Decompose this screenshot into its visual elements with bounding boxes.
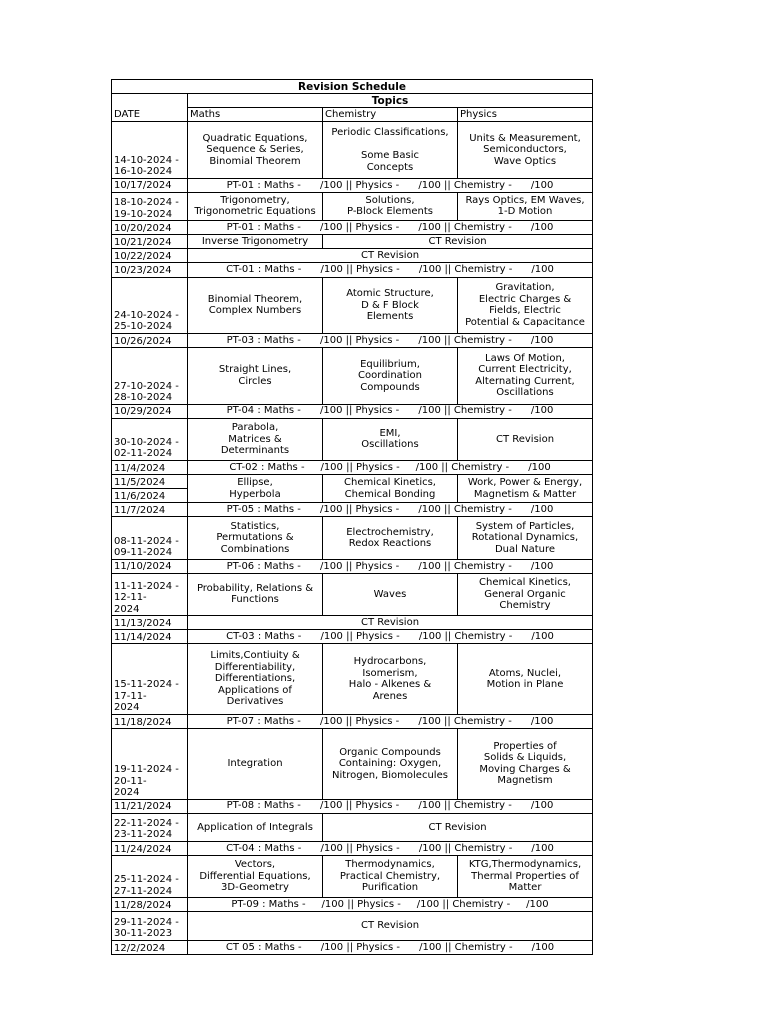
maths-topic-cell: Statistics, Permutations & Combinations [188, 517, 323, 559]
schedule-row [112, 517, 593, 559]
schedule-row [112, 404, 593, 418]
date-cell: 10/22/2024 [112, 249, 188, 263]
maths-topic-cell: Application of Integrals [188, 813, 323, 841]
schedule-row [112, 178, 593, 192]
physics-topic-cell: KTG,Thermodynamics, Thermal Properties of Matter [458, 856, 593, 898]
physics-topic-cell: CT Revision [458, 418, 593, 460]
physics-topic-cell: Atoms, Nuclei, Motion in Plane [458, 644, 593, 715]
schedule-row [112, 856, 593, 898]
maths-topic-cell: Parabola, Matrices & Determinants [188, 418, 323, 460]
schedule-row [112, 333, 593, 347]
schedule-row [112, 235, 593, 249]
schedule-row [112, 729, 593, 800]
schedule-row [112, 221, 593, 235]
date-cell: 24-10-2024 - 25-10-2024 [112, 277, 188, 333]
topics-header-row [112, 94, 593, 108]
date-cell: 11/10/2024 [112, 559, 188, 573]
date-column-header: DATE [112, 108, 188, 122]
date-cell: 11/14/2024 [112, 630, 188, 644]
schedule-body [112, 80, 593, 955]
chemistry-topic-cell: Chemical Kinetics, Chemical Bonding [323, 475, 458, 503]
maths-column-header: Maths [188, 108, 323, 122]
date-cell: 19-11-2024 - 20-11- 2024 [112, 729, 188, 800]
schedule-row [112, 277, 593, 333]
schedule-row [112, 122, 593, 178]
schedule-row [112, 841, 593, 855]
maths-topic-cell: Straight Lines, Circles [188, 348, 323, 404]
date-cell: 10/23/2024 [112, 263, 188, 277]
maths-topic-cell: Binomial Theorem, Complex Numbers [188, 277, 323, 333]
schedule-row [112, 940, 593, 954]
chemistry-topic-cell: Solutions, P-Block Elements [323, 192, 458, 220]
physics-topic-cell: Rays Optics, EM Waves, 1-D Motion [458, 192, 593, 220]
date-cell: 25-11-2024 - 27-11-2024 [112, 856, 188, 898]
maths-topic-cell: Integration [188, 729, 323, 800]
test-score-cell: PT-08 : Maths - /100 || Physics - /100 || Chemistry - /100 [188, 799, 593, 813]
test-score-cell: PT-06 : Maths - /100 || Physics - /100 || Chemistry - /100 [188, 559, 593, 573]
ct-revision-cell: CT Revision [323, 813, 593, 841]
maths-topic-cell: Limits,Contiuity & Differentiability, Differentiations, Applications of Derivatives [188, 644, 323, 715]
schedule-row [112, 616, 593, 630]
maths-topic-cell: Probability, Relations & Functions [188, 573, 323, 615]
test-score-cell: PT-07 : Maths - /100 || Physics - /100 || Chemistry - /100 [188, 714, 593, 728]
schedule-row [112, 559, 593, 573]
date-cell: 11/5/2024 [112, 475, 188, 489]
date-header-spacer [112, 94, 188, 108]
chemistry-topic-cell: Hydrocarbons, Isomerism, Halo - Alkenes & Arenes [323, 644, 458, 715]
chemistry-topic-cell: Equilibrium, Coordination Compounds [323, 348, 458, 404]
ct-revision-cell: CT Revision [188, 616, 593, 630]
schedule-row [112, 348, 593, 404]
chemistry-topic-cell: Electrochemistry, Redox Reactions [323, 517, 458, 559]
schedule-row [112, 898, 593, 912]
chemistry-topic-cell: Waves [323, 573, 458, 615]
topics-header: Topics [188, 94, 593, 108]
date-cell: 11/13/2024 [112, 616, 188, 630]
schedule-row [112, 644, 593, 715]
date-cell: 11/24/2024 [112, 841, 188, 855]
schedule-row [112, 460, 593, 474]
maths-topic-cell: Quadratic Equations, Sequence & Series, Binomial Theorem [188, 122, 323, 178]
test-score-cell: CT-02 : Maths - /100 || Physics - /100 || Chemistry - /100 [188, 460, 593, 474]
title-row [112, 80, 593, 94]
ct-revision-cell: CT Revision [323, 235, 593, 249]
date-cell: 29-11-2024 - 30-11-2023 [112, 912, 188, 940]
date-cell: 10/26/2024 [112, 333, 188, 347]
maths-topic-cell: Ellipse, Hyperbola [188, 475, 323, 503]
test-score-cell: PT-03 : Maths - /100 || Physics - /100 || Chemistry - /100 [188, 333, 593, 347]
test-score-cell: CT-03 : Maths - /100 || Physics - /100 || Chemistry - /100 [188, 630, 593, 644]
test-score-cell: PT-01 : Maths - /100 || Physics - /100 || Chemistry - /100 [188, 221, 593, 235]
date-cell: 10/29/2024 [112, 404, 188, 418]
maths-topic-cell: Inverse Trigonometry [188, 235, 323, 249]
date-cell: 30-10-2024 - 02-11-2024 [112, 418, 188, 460]
chemistry-column-header: Chemistry [323, 108, 458, 122]
test-score-cell: PT-05 : Maths - /100 || Physics - /100 || Chemistry - /100 [188, 503, 593, 517]
chemistry-topic-cell: Organic Compounds Containing: Oxygen, Nitrogen, Biomolecules [323, 729, 458, 800]
date-cell: 15-11-2024 - 17-11- 2024 [112, 644, 188, 715]
date-cell: 11/28/2024 [112, 898, 188, 912]
ct-revision-cell: CT Revision [188, 912, 593, 940]
chemistry-topic-cell: EMI, Oscillations [323, 418, 458, 460]
revision-schedule-table [111, 79, 593, 955]
physics-topic-cell: Units & Measurement, Semiconductors, Wave Optics [458, 122, 593, 178]
chemistry-topic-cell: Thermodynamics, Practical Chemistry, Purification [323, 856, 458, 898]
physics-topic-cell: Gravitation, Electric Charges & Fields, Electric Potential & Capacitance [458, 277, 593, 333]
schedule-row [112, 813, 593, 841]
test-score-cell: PT-09 : Maths - /100 || Physics - /100 || Chemistry - /100 [188, 898, 593, 912]
physics-topic-cell: System of Particles, Rotational Dynamics, Dual Nature [458, 517, 593, 559]
date-cell: 18-10-2024 - 19-10-2024 [112, 192, 188, 220]
schedule-row [112, 573, 593, 615]
column-header-row [112, 108, 593, 122]
date-cell: 11/21/2024 [112, 799, 188, 813]
test-score-cell: CT-01 : Maths - /100 || Physics - /100 || Chemistry - /100 [188, 263, 593, 277]
schedule-row [112, 799, 593, 813]
schedule-row [112, 263, 593, 277]
chemistry-topic-cell: Periodic Classifications, Some Basic Concepts [323, 122, 458, 178]
schedule-row [112, 630, 593, 644]
date-cell: 11/6/2024 [112, 489, 188, 503]
maths-topic-cell: Trigonometry, Trigonometric Equations [188, 192, 323, 220]
physics-column-header: Physics [458, 108, 593, 122]
date-cell: 11/18/2024 [112, 714, 188, 728]
maths-topic-cell: Vectors, Differential Equations, 3D-Geometry [188, 856, 323, 898]
physics-topic-cell: Laws Of Motion, Current Electricity, Alternating Current, Oscillations [458, 348, 593, 404]
schedule-row [112, 503, 593, 517]
date-cell: 12/2/2024 [112, 940, 188, 954]
date-cell: 10/21/2024 [112, 235, 188, 249]
date-cell: 11/7/2024 [112, 503, 188, 517]
date-cell: 10/17/2024 [112, 178, 188, 192]
physics-topic-cell: Properties of Solids & Liquids, Moving Charges & Magnetism [458, 729, 593, 800]
date-cell: 10/20/2024 [112, 221, 188, 235]
physics-topic-cell: Chemical Kinetics, General Organic Chemistry [458, 573, 593, 615]
date-cell: 08-11-2024 - 09-11-2024 [112, 517, 188, 559]
schedule-row [112, 192, 593, 220]
schedule-row [112, 475, 593, 489]
schedule-row [112, 418, 593, 460]
date-cell: 11-11-2024 - 12-11- 2024 [112, 573, 188, 615]
schedule-row [112, 714, 593, 728]
date-cell: 27-10-2024 - 28-10-2024 [112, 348, 188, 404]
date-cell: 14-10-2024 - 16-10-2024 [112, 122, 188, 178]
test-score-cell: PT-04 : Maths - /100 || Physics - /100 || Chemistry - /100 [188, 404, 593, 418]
date-cell: 11/4/2024 [112, 460, 188, 474]
test-score-cell: PT-01 : Maths - /100 || Physics - /100 || Chemistry - /100 [188, 178, 593, 192]
schedule-row [112, 249, 593, 263]
schedule-row [112, 912, 593, 940]
date-cell: 22-11-2024 - 23-11-2024 [112, 813, 188, 841]
ct-revision-cell: CT Revision [188, 249, 593, 263]
schedule-title: Revision Schedule [112, 80, 593, 94]
chemistry-topic-cell: Atomic Structure, D & F Block Elements [323, 277, 458, 333]
physics-topic-cell: Work, Power & Energy, Magnetism & Matter [458, 475, 593, 503]
test-score-cell: CT 05 : Maths - /100 || Physics - /100 || Chemistry - /100 [188, 940, 593, 954]
test-score-cell: CT-04 : Maths - /100 || Physics - /100 || Chemistry - /100 [188, 841, 593, 855]
